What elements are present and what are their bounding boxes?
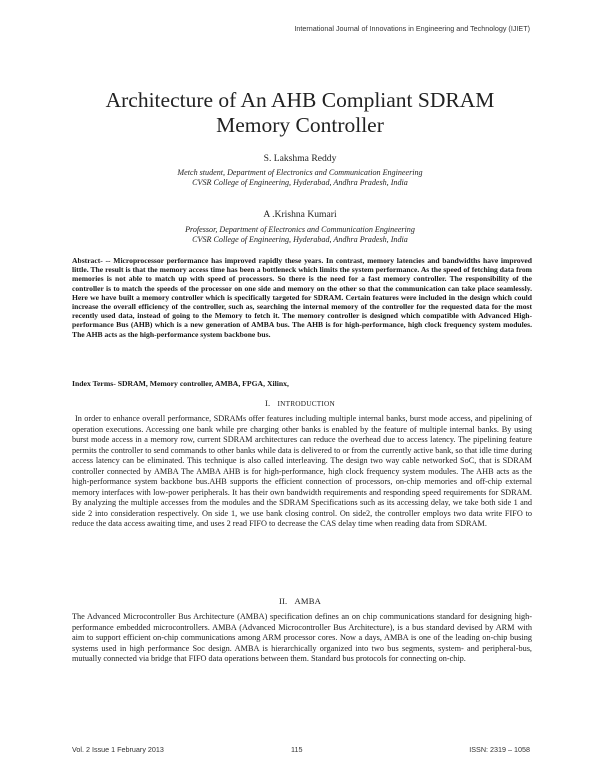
author-2-college: CVSR College of Engineering, Hyderabad, Andhra Pradesh, India	[192, 235, 408, 244]
author-name-1: S. Lakshma Reddy	[263, 153, 337, 164]
author-2-department: Professor, Department of Electronics and Communication Engineering	[185, 225, 415, 234]
journal-header: International Journal of Innovations in Engineering and Technology (IJIET)	[294, 24, 530, 33]
section-heading-amba	[0, 596, 600, 606]
title-line-2: Memory Controller	[216, 113, 384, 137]
author-name-2: A .Krishna Kumari	[263, 209, 337, 220]
footer-volume: Vol. 2 Issue 1 February 2013	[72, 745, 164, 754]
author-1-department: Metch student, Department of Electronics and Communication Engineering	[177, 168, 423, 177]
author-affiliation-2	[0, 225, 600, 245]
author-affiliation-1	[0, 168, 600, 188]
section-text-introduction: In order to enhance overall performance, SDRAMs offer features including multiple internal banks, burst mode access, and pipelining of operation executions. Accessing one bank while pre charging other banks is enabled by the feature of multiple internal banks. By using burst mode access in a memory row, current SDRAM architectures can reduce the overhead due to access latency. The pipelining feature permits the controller to send commands to other banks while data is delivered to or from the currently active bank, so that idle time during access latency can be eliminated. This technique is also called interleaving. The design two way cable networked SoC, that is SDRAM controller connected by AMBA The AMBA AHB is for high-performance, high clock frequency system modules. The AHB acts as the high-performance system backbone bus.AHB supports the efficient connection of processors, on-chip memories and off-chip external memory interfaces with low-power peripherals. It has their own bandwidth requirements and responding speed requirements for SDRAM. By analyzing the multiple accesses from the modules and the SDRAM Specifications such as its accessing delay, we take both side 1 and side 2 into consideration respectively. On side 1, we use bank closing control. On side2, the controller employs two data write FIFO to reduce the data access awaiting time, and uses 2 read FIFO to decrease the CAS delay time when reading data from SDRAM.	[72, 414, 532, 529]
index-terms: Index Terms- SDRAM, Memory controller, AMBA, FPGA, Xilinx,	[72, 379, 289, 388]
author-1-college: CVSR College of Engineering, Hyderabad, Andhra Pradesh, India	[192, 178, 408, 187]
section-number: II.	[278, 596, 288, 606]
section-title: INTRODUCTION	[277, 399, 335, 408]
section-text-amba: The Advanced Microcontroller Bus Architecture (AMBA) specification defines an on chip communications standard for designing high-performance embedded microcontrollers. AMBA (Advanced Microcontroller Bus Architecture), is a bus standard devised by ARM with aim to support efficient on-chip communications among ARM processor cores. Now a days, AMBA is one of the leading on-chip busing systems used in high performance Soc design. AMBA is hierarchically organized into two bus segments, system- and peripheral-bus, mutually connected via bridge that FIFO data operations between them. Standard bus protocols for connecting on-chip.	[72, 612, 532, 664]
section-heading-introduction	[0, 398, 600, 408]
section-title: AMBA	[294, 596, 322, 606]
footer-page-number: 115	[291, 745, 303, 754]
abstract: Abstract- -- Microprocessor performance has improved rapidly these years. In contrast, memory latencies and bandwidths have improved little. The result is that the memory access time has been a bottleneck which limits the system performance. As the speed of fetching data from memories is not able to match up with speed of processors. So there is the need for a fast memory controller. The responsibility of the controller is to match the speeds of the processor on one side and memory on the other so that the communication can take place seamlessly. Here we have built a memory controller which is specifically targeted for SDRAM. Certain features were included in the design which could increase the overall efficiency of the controller, such as, searching the internal memory of the controller for the requested data for the most recently used data, instead of going to the Memory to fetch it. The memory controller is designed which compatible with Advanced High-performance Bus (AHB) which is a new generation of AMBA bus. The AHB is for high-performance, high clock frequency system modules. The AHB acts as the high-performance system backbone bus.	[72, 256, 532, 339]
title-line-1: Architecture of An AHB Compliant SDRAM	[105, 88, 495, 112]
section-number: I.	[265, 398, 271, 408]
footer-issn: ISSN: 2319 – 1058	[469, 745, 530, 754]
paper-title	[0, 88, 600, 138]
